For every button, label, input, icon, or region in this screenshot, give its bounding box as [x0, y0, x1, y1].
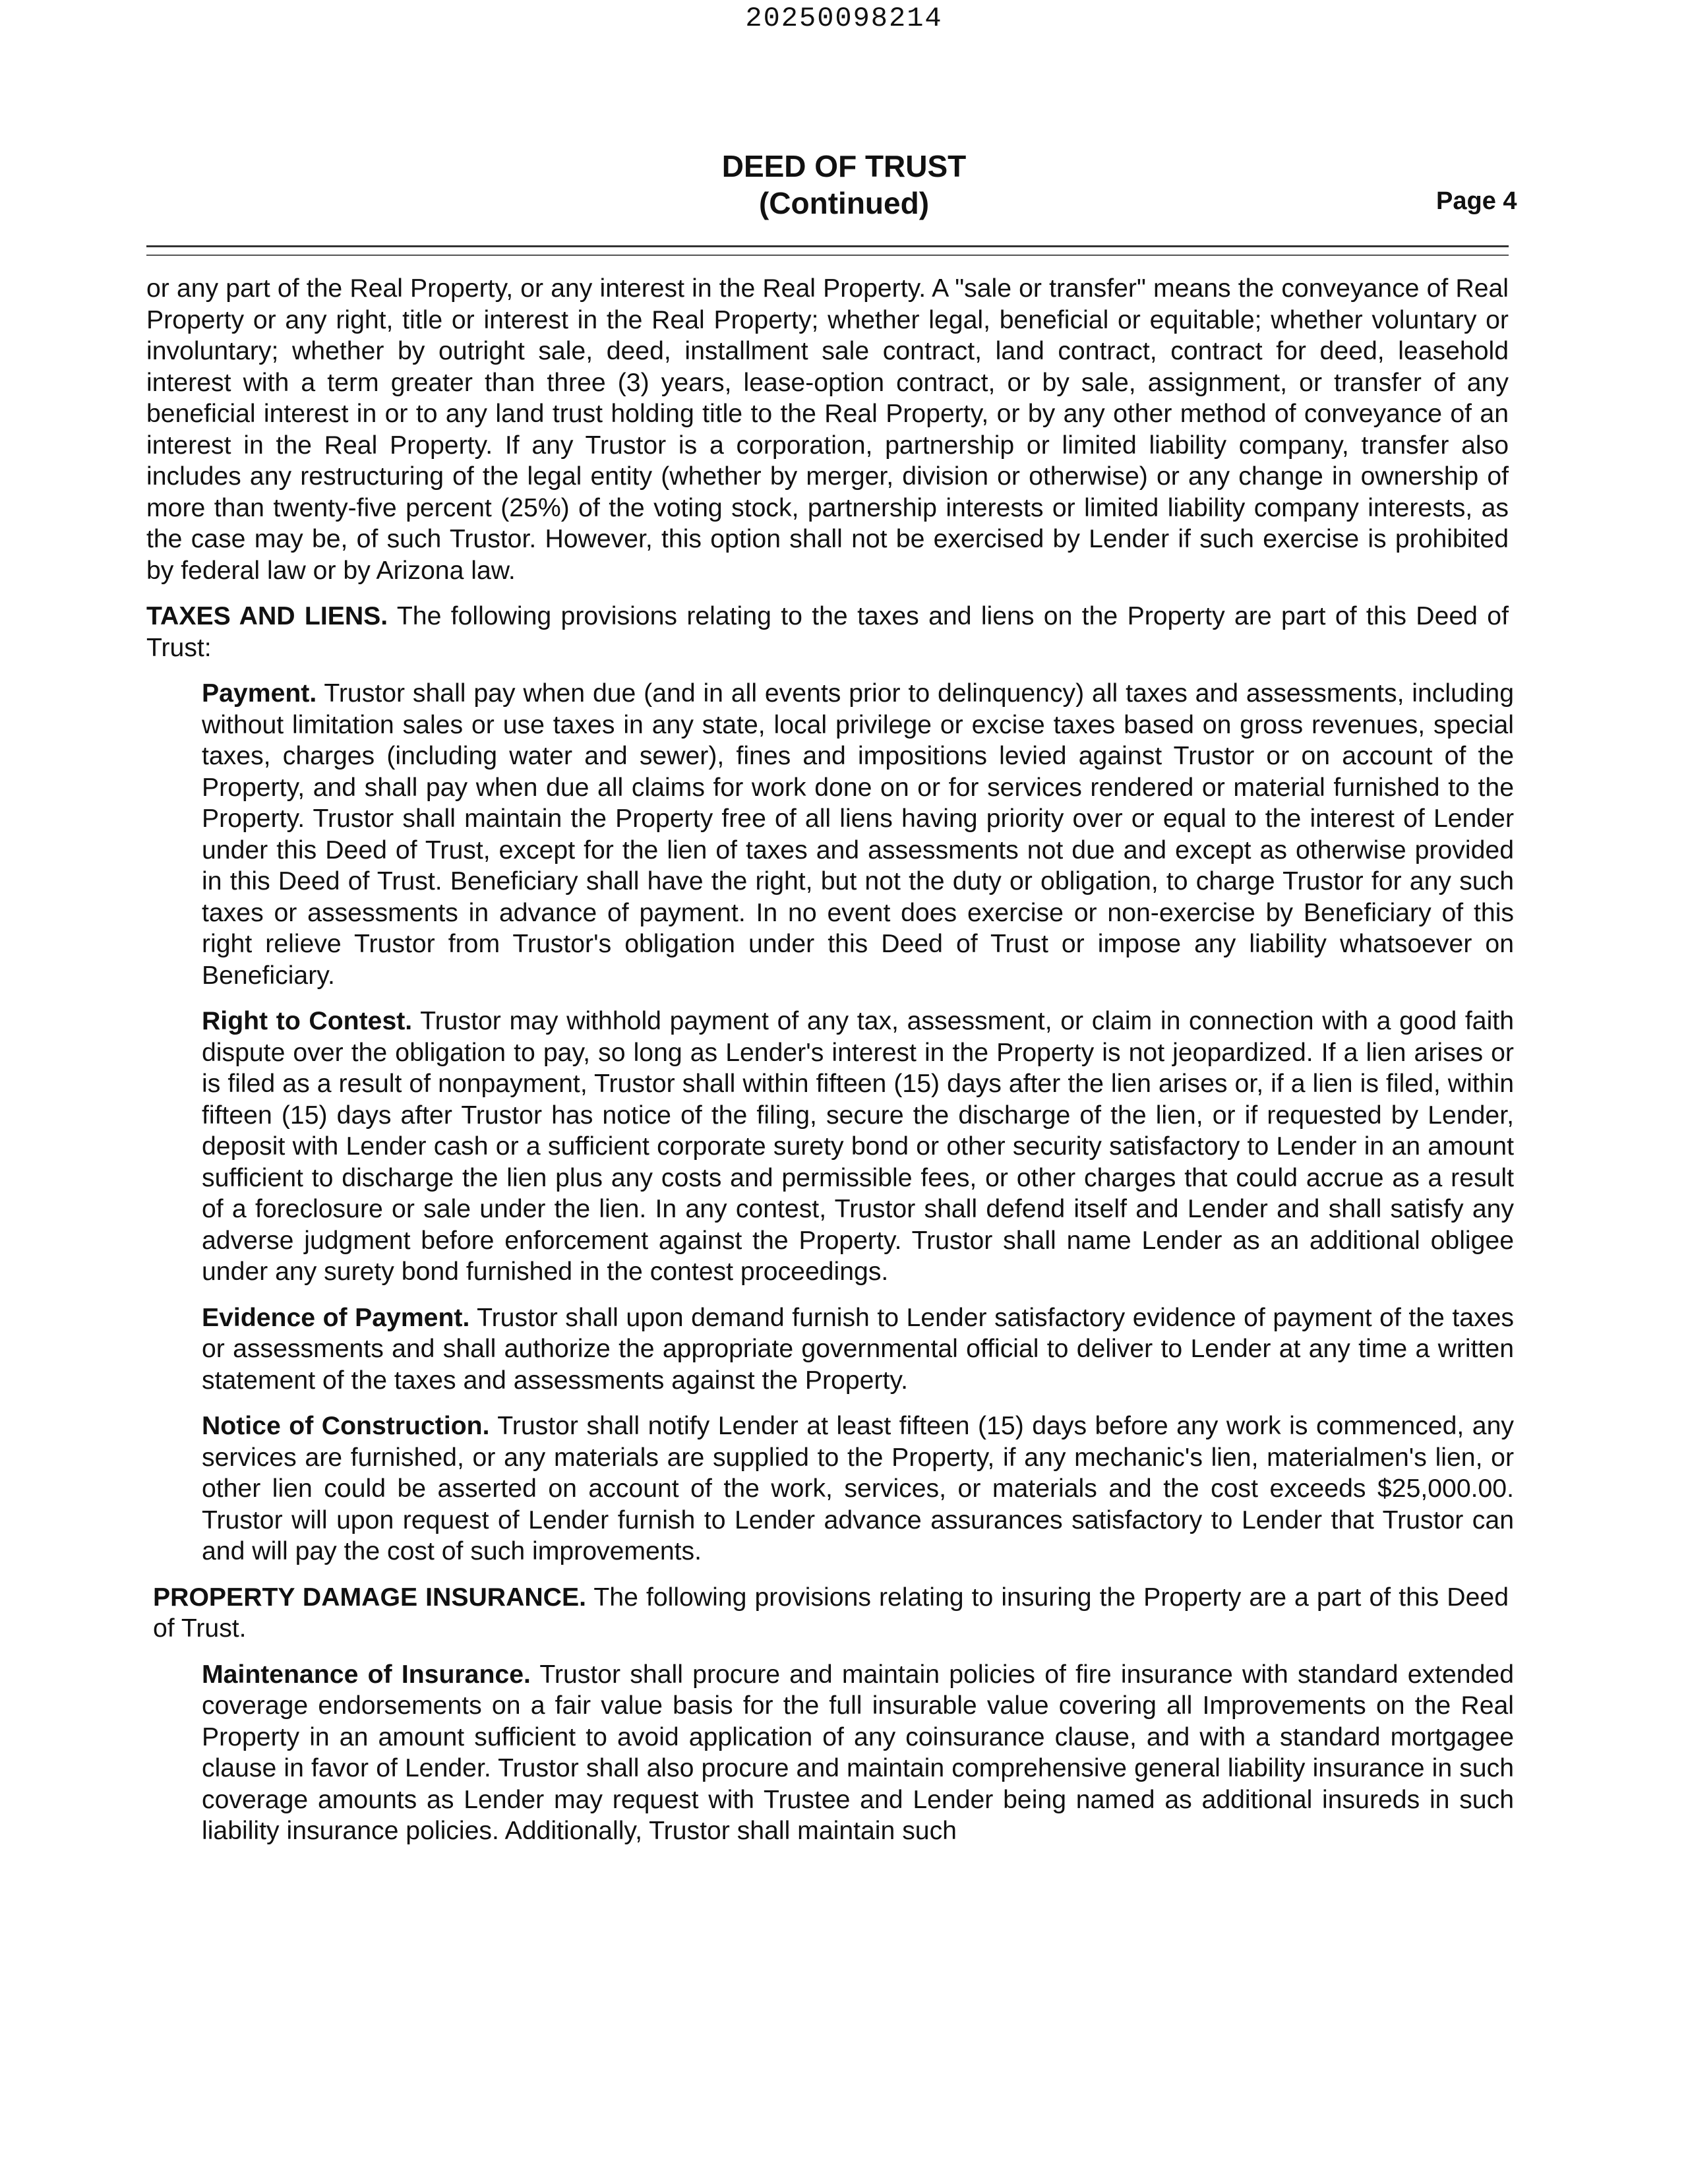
section-heading: TAXES AND LIENS.: [146, 602, 388, 630]
subsection-text: Trustor may withhold payment of any tax, assessment, or claim in connection with a good faith dispute over the obligation to pay, so long as Lender's interest in the Property is not jeopardized. If a lien arises or is filed as a result of nonpayment, Trustor shall within fifteen (15) days after the lien arises or, if a lien is filed, within fifteen (15) days after Trustor has notice of the filing, secure the discharge of the lien, or if requested by Lender, deposit with Lender cash or a sufficient corporate surety bond or other security satisfactory to Lender in an amount sufficient to discharge the lien plus any costs and permissible fees, or other charges that could accrue as a result of a foreclosure or sale under the lien. In any contest, Trustor shall defend itself and Lender and shall satisfy any adverse judgment before enforcement against the Property. Trustor shall name Lender as an additional obligee under any surety bond furnished in the contest proceedings.: [202, 1007, 1514, 1286]
subsection-heading: Right to Contest.: [202, 1007, 413, 1035]
title-line-2: (Continued): [758, 186, 930, 220]
subsection-text: Trustor shall notify Lender at least fifteen (15) days before any work is commenced, any services are furnished, or any materials are supplied to the Property, if any mechanic's lien, materialmen's lien, or other lien could be asserted on account of the work, services, or materials and the cost exceeds $25,000.00. Trustor will upon request of Lender furnish to Lender advance assurances satisfactory to Lender that Trustor can and will pay the cost of such improvements.: [202, 1412, 1514, 1565]
subsection-heading: Maintenance of Insurance.: [202, 1660, 531, 1689]
section-text: The following provisions relating to the taxes and liens on the Property are part of this Deed of Trust:: [146, 602, 1509, 662]
subsection-evidence-of-payment: [202, 1302, 1514, 1397]
subsection-text: Trustor shall upon demand furnish to Lender satisfactory evidence of payment of the taxes or assessments and shall authorize the appropriate governmental official to deliver to Lender at any time a written statement of the taxes and assessments against the Property.: [202, 1303, 1514, 1395]
section-property-damage-insurance: [153, 1582, 1509, 1645]
section-taxes-and-liens: [146, 601, 1509, 663]
title-line-1: DEED OF TRUST: [721, 149, 967, 183]
subsection-notice-of-construction: [202, 1410, 1514, 1567]
section-text: The following provisions relating to insuring the Property are a part of this Deed of Trust.: [153, 1583, 1509, 1643]
subsection-heading: Evidence of Payment.: [202, 1303, 470, 1332]
subsection-maintenance-of-insurance: [202, 1659, 1514, 1847]
subsection-text: Trustor shall procure and maintain policies of fire insurance with standard extended coverage endorsements on a fair value basis for the full insurable value covering all Improvements on the Real Property in an amount sufficient to avoid application of any coinsurance clause, and with a standard mortgagee clause in favor of Lender. Trustor shall also procure and maintain comprehensive general liability insurance in such coverage amounts as Lender may request with Trustee and Lender being named as additional insureds in such liability insurance policies. Additionally, Trustor shall maintain such: [202, 1660, 1514, 1845]
document-body: [146, 273, 1514, 1862]
section-heading: PROPERTY DAMAGE INSURANCE.: [153, 1583, 587, 1612]
paragraph-sale-or-transfer: [146, 273, 1509, 586]
paragraph-text: or any part of the Real Property, or any interest in the Real Property. A "sale or transfer" means the conveyance of Real Property or any right, title or interest in the Real Property; whether legal, beneficial or equitable; whether voluntary or involuntary; whether by outright sale, deed, installment sale contract, land contract, contract for deed, leasehold interest with a term greater than three (3) years, lease-option contract, or by sale, assignment, or transfer of any beneficial interest in or to any land trust holding title to the Real Property, or by any other method of conveyance of an interest in the Real Property. If any Trustor is a corporation, partnership or limited liability company, transfer also includes any restructuring of the legal entity (whether by merger, division or otherwise) or any change in ownership of more than twenty-five percent (25%) of the voting stock, partnership interests or limited liability company interests, as the case may be, of such Trustor. However, this option shall not be exercised by Lender if such exercise is prohibited by federal law or by Arizona law.: [146, 274, 1509, 585]
subsection-payment: [202, 678, 1514, 991]
header-divider: [146, 245, 1509, 247]
header-divider-secondary: [146, 255, 1509, 256]
subsection-heading: Payment.: [202, 679, 317, 708]
subsection-heading: Notice of Construction.: [202, 1412, 490, 1440]
page-number: Page 4: [1436, 187, 1517, 215]
subsection-right-to-contest: [202, 1006, 1514, 1288]
document-title: [0, 148, 1688, 222]
subsection-text: Trustor shall pay when due (and in all events prior to delinquency) all taxes and assessments, including without limitation sales or use taxes in any state, local privilege or excise taxes based on gross revenues, special taxes, charges (including water and sewer), fines and impositions levied against Trustor or on account of the Property, and shall pay when due all claims for work done on or for services rendered or material furnished to the Property. Trustor shall maintain the Property free of all liens having priority over or equal to the interest of Lender under this Deed of Trust, except for the lien of taxes and assessments not due and except as otherwise provided in this Deed of Trust. Beneficiary shall have the right, but not the duty or obligation, to charge Trustor for any such taxes or assessments in advance of payment. In no event does exercise or non-exercise by Beneficiary of this right relieve Trustor from Trustor's obligation under this Deed of Trust or impose any liability whatsoever on Beneficiary.: [202, 679, 1514, 990]
recording-number: 20250098214: [745, 3, 943, 34]
